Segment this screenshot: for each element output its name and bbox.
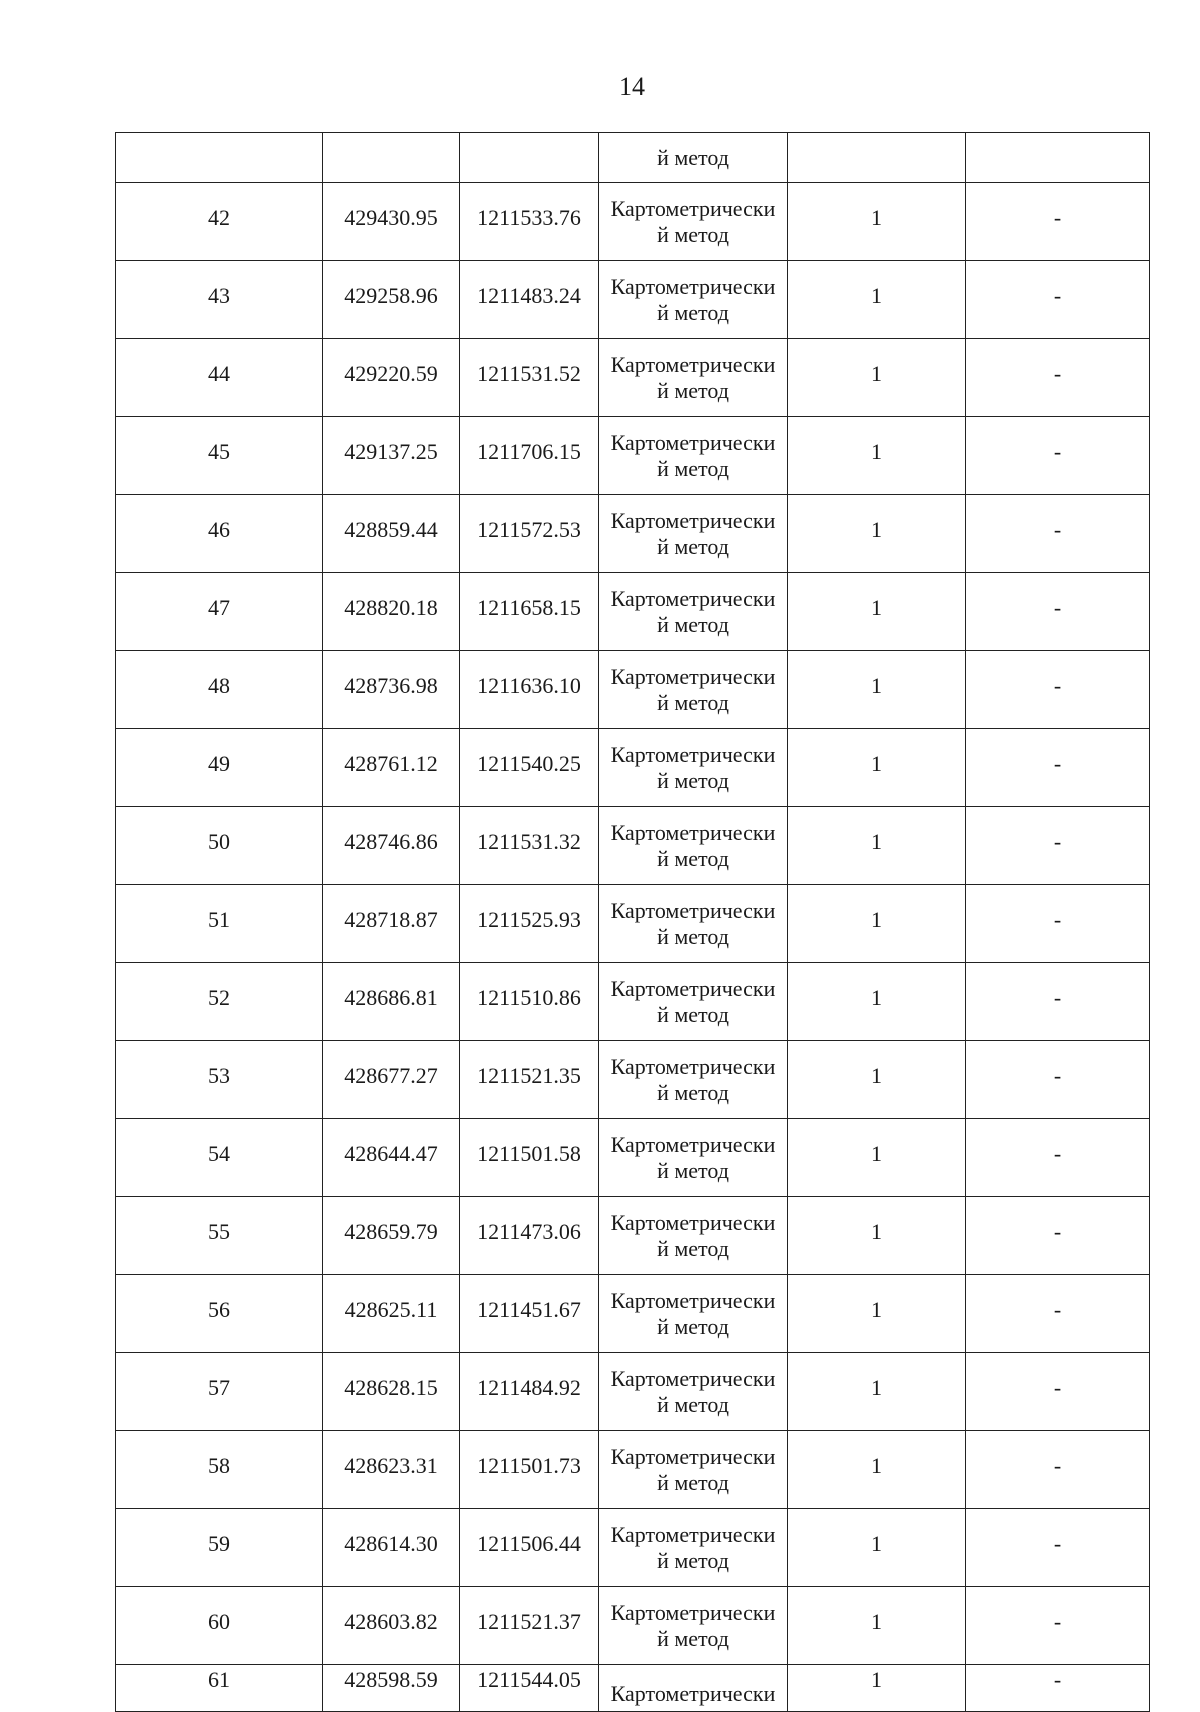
note-cell: -	[966, 1197, 1150, 1275]
method-line1: Картометрически	[610, 1131, 776, 1157]
method-line2: й метод	[657, 377, 729, 403]
method-cell	[599, 495, 788, 573]
x-coordinate-cell: 429137.25	[323, 417, 460, 495]
method-cell	[599, 1275, 788, 1353]
x-coordinate-cell: 428614.30	[323, 1509, 460, 1587]
continuation-cell-method: й метод	[599, 133, 788, 183]
y-coordinate-cell: 1211510.86	[460, 963, 599, 1041]
table-row	[116, 729, 1150, 807]
point-number-cell: 48	[116, 651, 323, 729]
y-coordinate-cell: 1211483.24	[460, 261, 599, 339]
note-cell: -	[966, 807, 1150, 885]
accuracy-cell: 1	[788, 651, 966, 729]
method-cell	[599, 573, 788, 651]
method-cell	[599, 1587, 788, 1665]
note-cell: -	[966, 573, 1150, 651]
y-coordinate-cell: 1211484.92	[460, 1353, 599, 1431]
accuracy-cell: 1	[788, 1587, 966, 1665]
point-number-cell: 60	[116, 1587, 323, 1665]
method-cell	[599, 1197, 788, 1275]
method-cell	[599, 885, 788, 963]
method-line1: Картометрически	[610, 663, 776, 689]
y-coordinate-cell: 1211531.32	[460, 807, 599, 885]
x-coordinate-cell: 429220.59	[323, 339, 460, 417]
page-number: 14	[619, 72, 645, 101]
method-cell	[599, 183, 788, 261]
y-coordinate-cell: 1211544.05	[460, 1665, 599, 1712]
method-line1: Картометрически	[610, 585, 776, 611]
x-coordinate-cell: 428736.98	[323, 651, 460, 729]
note-cell: -	[966, 417, 1150, 495]
method-line2: й метод	[657, 1235, 729, 1261]
y-coordinate-cell: 1211521.37	[460, 1587, 599, 1665]
method-line1: Картометрически	[610, 897, 776, 923]
point-number-cell: 47	[116, 573, 323, 651]
table-row-last	[116, 1665, 1150, 1712]
accuracy-cell: 1	[788, 1041, 966, 1119]
accuracy-cell: 1	[788, 807, 966, 885]
note-cell: -	[966, 963, 1150, 1041]
table-row	[116, 573, 1150, 651]
x-coordinate-cell: 428644.47	[323, 1119, 460, 1197]
y-coordinate-cell: 1211525.93	[460, 885, 599, 963]
method-line1: Картометрически	[610, 507, 776, 533]
note-cell: -	[966, 339, 1150, 417]
y-coordinate-cell: 1211533.76	[460, 183, 599, 261]
x-coordinate-cell: 428686.81	[323, 963, 460, 1041]
point-number-cell: 58	[116, 1431, 323, 1509]
method-cell	[599, 1119, 788, 1197]
continuation-row	[116, 133, 1150, 183]
y-coordinate-cell: 1211506.44	[460, 1509, 599, 1587]
accuracy-cell: 1	[788, 573, 966, 651]
note-cell: -	[966, 1665, 1150, 1712]
y-coordinate-cell: 1211531.52	[460, 339, 599, 417]
note-cell: -	[966, 885, 1150, 963]
note-cell: -	[966, 729, 1150, 807]
table-row	[116, 807, 1150, 885]
accuracy-cell: 1	[788, 1431, 966, 1509]
method-line2: й метод	[657, 299, 729, 325]
y-coordinate-cell: 1211658.15	[460, 573, 599, 651]
table-row	[116, 495, 1150, 573]
accuracy-cell: 1	[788, 183, 966, 261]
method-line2: й метод	[657, 221, 729, 247]
y-coordinate-cell: 1211540.25	[460, 729, 599, 807]
x-coordinate-cell: 429430.95	[323, 183, 460, 261]
note-cell: -	[966, 261, 1150, 339]
accuracy-cell: 1	[788, 1275, 966, 1353]
point-number-cell: 46	[116, 495, 323, 573]
x-coordinate-cell: 428761.12	[323, 729, 460, 807]
method-line2: й метод	[657, 923, 729, 949]
method-line2: й метод	[657, 767, 729, 793]
method-cell	[599, 1509, 788, 1587]
method-line2: й метод	[657, 845, 729, 871]
method-cell	[599, 729, 788, 807]
method-line2: й метод	[657, 1157, 729, 1183]
method-line1: Картометрически	[610, 351, 776, 377]
y-coordinate-cell: 1211521.35	[460, 1041, 599, 1119]
method-line1: Картометрически	[610, 741, 776, 767]
method-line1: Картометрически	[610, 1521, 776, 1547]
x-coordinate-cell: 428746.86	[323, 807, 460, 885]
method-line1: Картометрически	[610, 429, 776, 455]
accuracy-cell: 1	[788, 1665, 966, 1712]
x-coordinate-cell: 428625.11	[323, 1275, 460, 1353]
table-row	[116, 1509, 1150, 1587]
table-row	[116, 261, 1150, 339]
method-cell	[599, 1353, 788, 1431]
note-cell: -	[966, 495, 1150, 573]
x-coordinate-cell: 428623.31	[323, 1431, 460, 1509]
accuracy-cell: 1	[788, 885, 966, 963]
method-cell	[599, 417, 788, 495]
method-line2: й метод	[657, 1313, 729, 1339]
y-coordinate-cell: 1211501.73	[460, 1431, 599, 1509]
method-line2: й метод	[657, 533, 729, 559]
coordinates-table-body	[116, 133, 1150, 1712]
x-coordinate-cell: 428603.82	[323, 1587, 460, 1665]
note-cell: -	[966, 1275, 1150, 1353]
method-line1: Картометрически	[610, 273, 776, 299]
coordinates-table-wrap	[115, 132, 1149, 1712]
point-number-cell: 56	[116, 1275, 323, 1353]
point-number-cell: 53	[116, 1041, 323, 1119]
note-cell: -	[966, 1509, 1150, 1587]
point-number-cell: 57	[116, 1353, 323, 1431]
table-row	[116, 1041, 1150, 1119]
method-cell	[599, 1431, 788, 1509]
point-number-cell: 52	[116, 963, 323, 1041]
method-line2: й метод	[657, 1547, 729, 1573]
table-row	[116, 1353, 1150, 1431]
table-row	[116, 1119, 1150, 1197]
continuation-cell-x	[323, 133, 460, 183]
x-coordinate-cell: 428820.18	[323, 573, 460, 651]
method-cell	[599, 1041, 788, 1119]
method-line1: Картометрически	[610, 195, 776, 221]
table-row	[116, 651, 1150, 729]
method-line2: й метод	[657, 455, 729, 481]
table-row	[116, 885, 1150, 963]
accuracy-cell: 1	[788, 261, 966, 339]
point-number-cell: 43	[116, 261, 323, 339]
accuracy-cell: 1	[788, 729, 966, 807]
y-coordinate-cell: 1211473.06	[460, 1197, 599, 1275]
method-line2: й метод	[657, 1625, 729, 1651]
continuation-cell-note	[966, 133, 1150, 183]
x-coordinate-cell: 428659.79	[323, 1197, 460, 1275]
note-cell: -	[966, 1119, 1150, 1197]
point-number-cell: 49	[116, 729, 323, 807]
point-number-cell: 50	[116, 807, 323, 885]
note-cell: -	[966, 1041, 1150, 1119]
method-cell	[599, 261, 788, 339]
x-coordinate-cell: 428628.15	[323, 1353, 460, 1431]
accuracy-cell: 1	[788, 1353, 966, 1431]
method-line2: й метод	[657, 611, 729, 637]
continuation-cell-accuracy	[788, 133, 966, 183]
method-cell: Картометрически	[599, 1665, 788, 1712]
x-coordinate-cell: 428598.59	[323, 1665, 460, 1712]
accuracy-cell: 1	[788, 417, 966, 495]
table-row	[116, 1431, 1150, 1509]
point-number-cell: 42	[116, 183, 323, 261]
y-coordinate-cell: 1211501.58	[460, 1119, 599, 1197]
y-coordinate-cell: 1211572.53	[460, 495, 599, 573]
method-cell	[599, 339, 788, 417]
table-row	[116, 963, 1150, 1041]
method-line2: й метод	[657, 689, 729, 715]
point-number-cell: 61	[116, 1665, 323, 1712]
method-line2: й метод	[657, 1391, 729, 1417]
coordinates-table	[115, 132, 1150, 1712]
table-row	[116, 1587, 1150, 1665]
method-line1: Картометрически	[610, 1053, 776, 1079]
method-line2: й метод	[657, 1469, 729, 1495]
table-row	[116, 183, 1150, 261]
y-coordinate-cell: 1211451.67	[460, 1275, 599, 1353]
point-number-cell: 55	[116, 1197, 323, 1275]
continuation-cell-num	[116, 133, 323, 183]
table-row	[116, 417, 1150, 495]
table-row	[116, 339, 1150, 417]
method-line2: й метод	[657, 1001, 729, 1027]
accuracy-cell: 1	[788, 339, 966, 417]
accuracy-cell: 1	[788, 1119, 966, 1197]
note-cell: -	[966, 1353, 1150, 1431]
continuation-cell-y	[460, 133, 599, 183]
accuracy-cell: 1	[788, 495, 966, 573]
method-line1: Картометрически	[610, 819, 776, 845]
method-line1: Картометрически	[610, 1443, 776, 1469]
table-row	[116, 1197, 1150, 1275]
accuracy-cell: 1	[788, 963, 966, 1041]
x-coordinate-cell: 428677.27	[323, 1041, 460, 1119]
method-line1: Картометрически	[610, 1599, 776, 1625]
y-coordinate-cell: 1211636.10	[460, 651, 599, 729]
x-coordinate-cell: 429258.96	[323, 261, 460, 339]
method-line1: Картометрически	[610, 1365, 776, 1391]
y-coordinate-cell: 1211706.15	[460, 417, 599, 495]
method-line1: Картометрически	[610, 1287, 776, 1313]
note-cell: -	[966, 1587, 1150, 1665]
method-line1: Картометрически	[610, 975, 776, 1001]
method-line1: Картометрически	[610, 1209, 776, 1235]
table-row	[116, 1275, 1150, 1353]
method-line2: й метод	[657, 1079, 729, 1105]
note-cell: -	[966, 651, 1150, 729]
x-coordinate-cell: 428859.44	[323, 495, 460, 573]
note-cell: -	[966, 1431, 1150, 1509]
accuracy-cell: 1	[788, 1197, 966, 1275]
point-number-cell: 54	[116, 1119, 323, 1197]
point-number-cell: 45	[116, 417, 323, 495]
method-cell	[599, 651, 788, 729]
note-cell: -	[966, 183, 1150, 261]
point-number-cell: 51	[116, 885, 323, 963]
point-number-cell: 44	[116, 339, 323, 417]
x-coordinate-cell: 428718.87	[323, 885, 460, 963]
method-cell	[599, 807, 788, 885]
point-number-cell: 59	[116, 1509, 323, 1587]
accuracy-cell: 1	[788, 1509, 966, 1587]
method-cell	[599, 963, 788, 1041]
